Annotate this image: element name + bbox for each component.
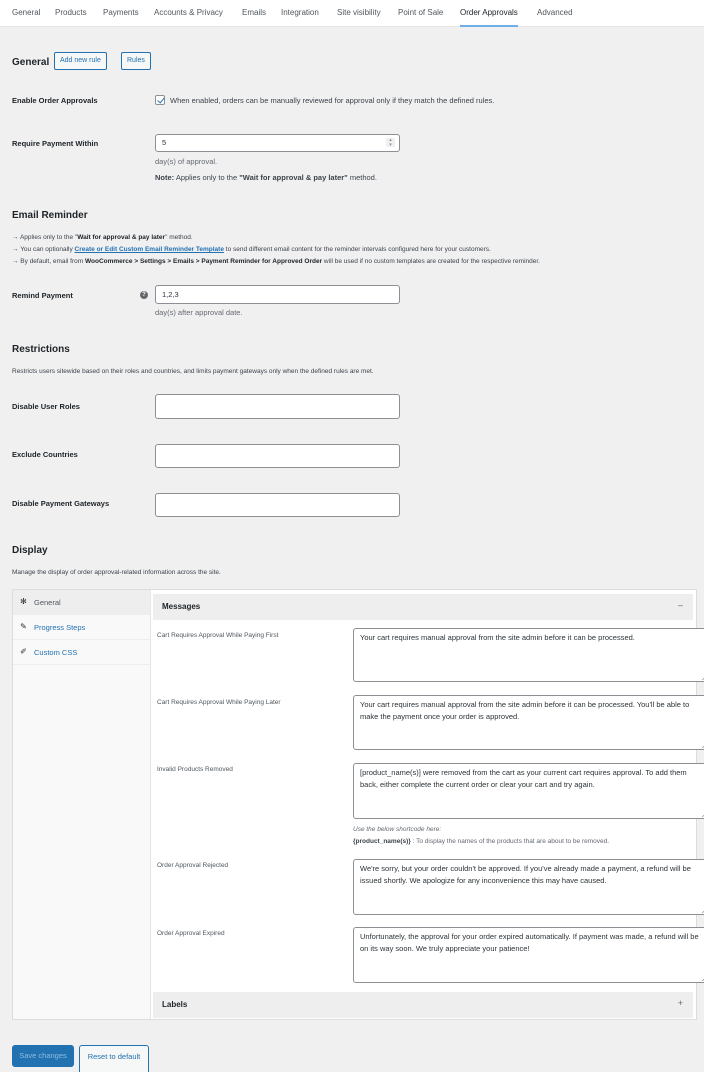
require-payment-value: 5 xyxy=(162,138,167,147)
shortcode-description xyxy=(353,838,609,845)
message-label-rejected: Order Approval Rejected xyxy=(157,862,229,869)
exclude-countries-input[interactable] xyxy=(155,444,400,468)
help-icon[interactable]: ? xyxy=(140,291,148,299)
rules-button[interactable]: Rules xyxy=(121,52,151,70)
sidebar-item-label: Custom CSS xyxy=(34,648,78,657)
message-label-invalid-products: Invalid Products Removed xyxy=(157,766,233,773)
tab-general[interactable]: General xyxy=(12,8,41,17)
note-prefix: Note: xyxy=(155,173,175,182)
custom-email-template-link[interactable]: Create or Edit Custom Email Reminder Template xyxy=(74,246,224,253)
labels-title: Labels xyxy=(162,1000,188,1009)
disable-payment-gateways-input[interactable] xyxy=(155,493,400,517)
message-textarea-paying-later[interactable]: Your cart requires manual approval from the site admin before it can be processed. You'll be able to make the payment once your order is approved. xyxy=(353,695,704,750)
collapse-icon[interactable]: – xyxy=(677,600,683,610)
require-payment-note xyxy=(155,173,377,182)
wrench-icon: ✎ xyxy=(20,622,27,631)
disable-payment-gateways-label: Disable Payment Gateways xyxy=(12,499,110,508)
labels-accordion-header[interactable] xyxy=(153,992,693,1018)
message-textarea-invalid-products[interactable]: [product_name(s)] were removed from the cart as your current cart requires approval. To add them back, either complete the current order or clear your cart and try again. xyxy=(353,763,704,819)
tab-payments[interactable]: Payments xyxy=(103,8,139,17)
note-suffix: method. xyxy=(347,173,377,182)
general-heading: General xyxy=(12,57,50,68)
tab-integration[interactable]: Integration xyxy=(281,8,319,17)
line3-post: will be used if no custom templates are created for the respective reminder. xyxy=(322,258,540,265)
message-label-paying-later: Cart Requires Approval While Paying Later xyxy=(157,699,281,706)
remind-payment-value: 1,2,3 xyxy=(162,290,179,299)
line2-post: to send different email content for the reminder intervals configured here for your customers. xyxy=(223,246,491,253)
line2-pre: → You can optionally xyxy=(12,246,75,253)
tab-point-of-sale[interactable]: Point of Sale xyxy=(398,8,444,17)
tab-order-approvals[interactable]: Order Approvals xyxy=(460,8,518,17)
message-textarea-rejected[interactable]: We're sorry, but your order couldn't be approved. If you've already made a payment, a refund will be issued shortly. We apologize for any inconvenience this may have caused. xyxy=(353,859,704,915)
tab-advanced[interactable]: Advanced xyxy=(537,8,573,17)
note-method: "Wait for approval & pay later" xyxy=(239,173,348,182)
disable-user-roles-label: Disable User Roles xyxy=(12,402,80,411)
message-label-paying-first: Cart Requires Approval While Paying First xyxy=(157,632,279,639)
line3-bold: WooCommerce > Settings > Emails > Payment Reminder for Approved Order xyxy=(84,258,323,265)
messages-title: Messages xyxy=(162,602,201,611)
restrictions-description: Restricts users sitewide based on their roles and countries, and limits payment gateways only when the defined rules are met. xyxy=(12,368,374,375)
sidebar-item-progress-steps[interactable] xyxy=(13,615,150,640)
sidebar-item-general[interactable] xyxy=(13,590,150,615)
brush-icon: ✐ xyxy=(20,647,27,656)
message-label-expired: Order Approval Expired xyxy=(157,930,225,937)
enable-order-approvals-description: When enabled, orders can be manually reviewed for approval only if they match the defined rules. xyxy=(170,96,495,105)
gear-icon: ✻ xyxy=(20,597,27,606)
email-reminder-line-2 xyxy=(12,246,491,253)
settings-tabs xyxy=(0,0,704,27)
line1-pre: → Applies only to the " xyxy=(12,234,78,241)
remind-payment-input[interactable] xyxy=(155,285,400,304)
remind-payment-suffix: day(s) after approval date. xyxy=(155,308,243,317)
shortcode-desc: : To display the names of the products that are about to be removed. xyxy=(410,838,610,845)
require-payment-input[interactable] xyxy=(155,134,400,152)
save-changes-button[interactable]: Save changes xyxy=(12,1045,74,1067)
tab-site-visibility[interactable]: Site visibility xyxy=(337,8,381,17)
sidebar-item-custom-css[interactable] xyxy=(13,640,150,665)
require-payment-label: Require Payment Within xyxy=(12,139,99,148)
display-sidebar xyxy=(13,590,151,1019)
email-reminder-line-1 xyxy=(12,234,193,241)
expand-icon[interactable]: + xyxy=(677,998,683,1008)
message-textarea-expired[interactable]: Unfortunately, the approval for your order expired automatically. If payment was made, a refund will be on its way soon. We truly appreciate your patience! xyxy=(353,927,704,983)
require-payment-suffix: day(s) of approval. xyxy=(155,157,218,166)
email-reminder-line-3 xyxy=(12,258,540,265)
shortcode-hint: Use the below shortcode here: xyxy=(353,826,442,833)
line1-bold: Wait for approval & pay later xyxy=(77,234,166,241)
add-new-rule-button[interactable]: Add new rule xyxy=(54,52,107,70)
note-text: Applies only to the xyxy=(174,173,240,182)
reset-to-default-button[interactable]: Reset to default xyxy=(79,1045,149,1072)
line1-post: " method. xyxy=(165,234,193,241)
display-heading: Display xyxy=(12,545,48,556)
disable-user-roles-input[interactable] xyxy=(155,394,400,419)
email-reminder-heading: Email Reminder xyxy=(12,210,88,221)
messages-accordion-header[interactable] xyxy=(153,594,693,620)
message-textarea-paying-first[interactable]: Your cart requires manual approval from the site admin before it can be processed. xyxy=(353,628,704,682)
restrictions-heading: Restrictions xyxy=(12,344,70,355)
exclude-countries-label: Exclude Countries xyxy=(12,450,78,459)
number-spinner-icon[interactable]: ▴ ▾ xyxy=(386,138,395,147)
display-description: Manage the display of order approval-related information across the site. xyxy=(12,569,221,576)
shortcode: {product_name(s)} xyxy=(353,838,411,845)
remind-payment-label: Remind Payment xyxy=(12,291,73,300)
tab-products[interactable]: Products xyxy=(55,8,87,17)
tab-emails[interactable]: Emails xyxy=(242,8,267,17)
sidebar-item-label: General xyxy=(34,598,61,607)
line3-pre: → By default, email from xyxy=(12,258,85,265)
tab-accounts-privacy[interactable]: Accounts & Privacy xyxy=(154,8,223,17)
enable-order-approvals-checkbox[interactable] xyxy=(155,95,165,105)
sidebar-item-label: Progress Steps xyxy=(34,623,86,632)
enable-order-approvals-label: Enable Order Approvals xyxy=(12,96,98,105)
